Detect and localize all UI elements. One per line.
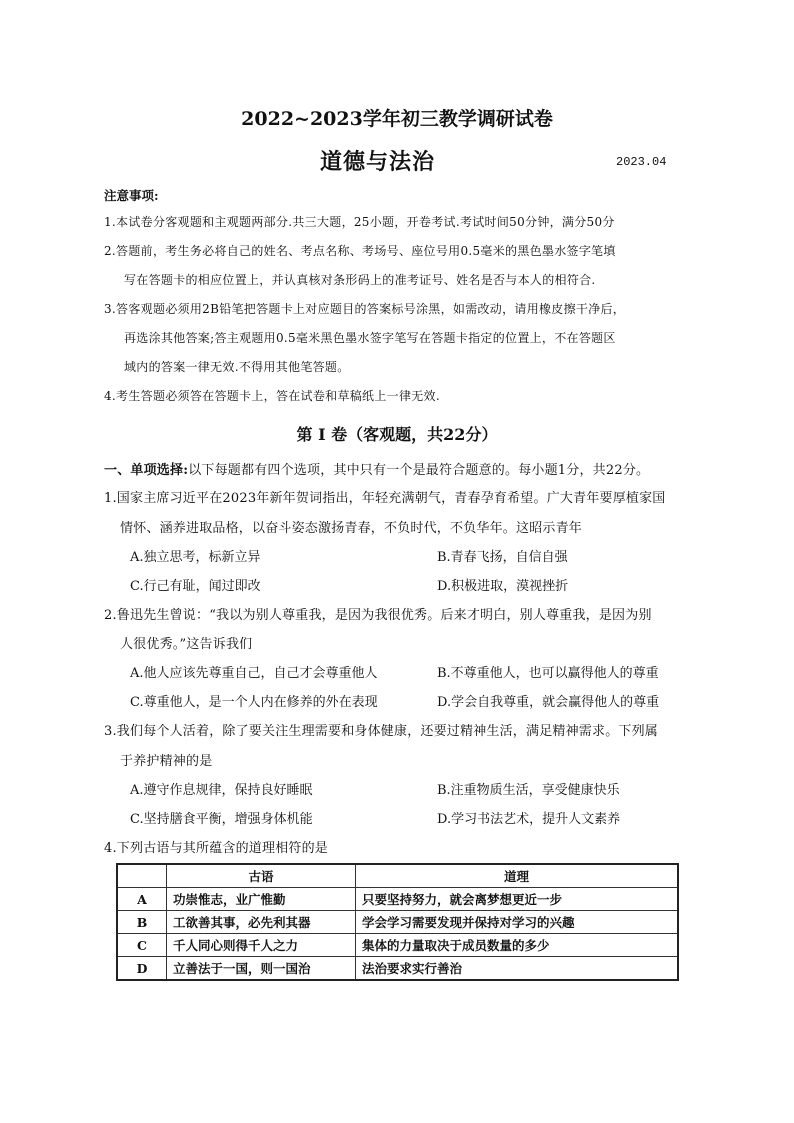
notice-line: 写在答题卡的相应位置上，并认真核对条形码上的准考证号、姓名是否与本人的相符合.	[124, 273, 596, 287]
row-key: A	[117, 888, 167, 911]
option-a: A.遵守作息规律，保持良好睡眠	[130, 783, 313, 798]
table-row	[117, 934, 678, 957]
exam-title: 2022~2023学年初三教学调研试卷	[241, 108, 553, 130]
question-stem: 1.国家主席习近平在2023年新年贺词指出，年轻充满朝气，青春孕育希望。广大青年要厚植家国	[104, 491, 666, 506]
table-header-row	[117, 864, 678, 888]
question-stem: 情怀、涵养进取品格，以奋斗姿态激扬青春，不负时代，不负华年。这昭示青年	[120, 521, 583, 536]
question-stem: 3.我们每个人活着，除了要关注生理需要和身体健康，还要过精神生活，满足精神需求。下列属	[104, 724, 659, 739]
option-c: C.尊重他人，是一个人内在修养的外在表现	[130, 695, 378, 710]
question-stem: 于养护精神的是	[120, 754, 213, 769]
option-c: C.坚持膳食平衡，增强身体机能	[130, 812, 313, 827]
notice-line: 再选涂其他答案;答主观题用0.5毫米黑色墨水签字笔写在答题卡指定的位置上，不在答题区	[124, 331, 616, 345]
option-d: D.学习书法艺术，提升人文素养	[437, 812, 621, 827]
table-header-cell: 道理	[356, 864, 679, 888]
question-stem: 2.鲁迅先生曾说：“我以为别人尊重我，是因为我很优秀。后来才明白，别人尊重我，是因为别	[104, 608, 652, 623]
notice-line: 1.本试卷分客观题和主观题两部分.共三大题，25小题，开卷考试.考试时间50分钟，满分50分	[104, 215, 615, 229]
part-instruction	[104, 459, 649, 478]
option-d: D.学会自我尊重，就会赢得他人的尊重	[437, 695, 660, 710]
option-a: A.独立思考，标新立异	[130, 550, 261, 565]
part-label: 一、单项选择:	[104, 463, 189, 478]
subject-title: 道德与法治	[320, 149, 436, 175]
option-c: C.行己有耻，闻过即改	[130, 579, 261, 594]
notice-heading: 注意事项:	[104, 188, 159, 203]
notice-line: 3.答客观题必须用2B铅笔把答题卡上对应题目的答案标号涂黑，如需改动，请用橡皮擦干净后，	[104, 302, 626, 316]
row-principle: 只要坚持努力，就会离梦想更近一步	[356, 888, 679, 911]
notice-line: 2.答题前，考生务必将自己的姓名、考点名称、考场号、座位号用0.5毫米的黑色墨水签字笔填	[104, 244, 616, 258]
option-d: D.积极进取，漠视挫折	[437, 579, 569, 594]
row-key: C	[117, 934, 167, 957]
question-stem: 人很优秀。”这告诉我们	[120, 637, 253, 652]
table-row	[117, 911, 678, 934]
section-title: 第 I 卷（客观题，共22分）	[296, 425, 498, 444]
table-header-cell: 古语	[167, 864, 356, 888]
table-row	[117, 888, 678, 911]
exam-date: 2023.04	[616, 155, 667, 169]
option-a: A.他人应该先尊重自己，自己才会尊重他人	[130, 666, 378, 681]
option-b: B.不尊重他人，也可以赢得他人的尊重	[437, 666, 659, 681]
question-stem: 4.下列古语与其所蕴含的道理相符的是	[104, 841, 329, 856]
row-principle: 法治要求实行善治	[356, 957, 679, 981]
table-header-cell	[117, 864, 167, 888]
row-key: B	[117, 911, 167, 934]
option-b: B.注重物质生活，享受健康快乐	[437, 783, 620, 798]
row-idiom: 千人同心则得千人之力	[167, 934, 356, 957]
row-idiom: 立善法于一国，则一国治	[167, 957, 356, 981]
table-row	[117, 957, 678, 981]
row-principle: 集体的力量取决于成员数量的多少	[356, 934, 679, 957]
row-key: D	[117, 957, 167, 981]
option-b: B.青春飞扬，自信自强	[437, 550, 568, 565]
idiom-table	[116, 863, 679, 981]
row-principle: 学会学习需要发现并保持对学习的兴趣	[356, 911, 679, 934]
row-idiom: 工欲善其事，必先利其器	[167, 911, 356, 934]
part-description: 以下每题都有四个选项，其中只有一个是最符合题意的。每小题1分，共22分。	[188, 463, 650, 478]
notice-line: 域内的答案一律无效.不得用其他笔答题。	[124, 360, 350, 374]
row-idiom: 功崇惟志，业广惟勤	[167, 888, 356, 911]
notice-line: 4.考生答题必须答在答题卡上，答在试卷和草稿纸上一律无效.	[104, 389, 440, 403]
